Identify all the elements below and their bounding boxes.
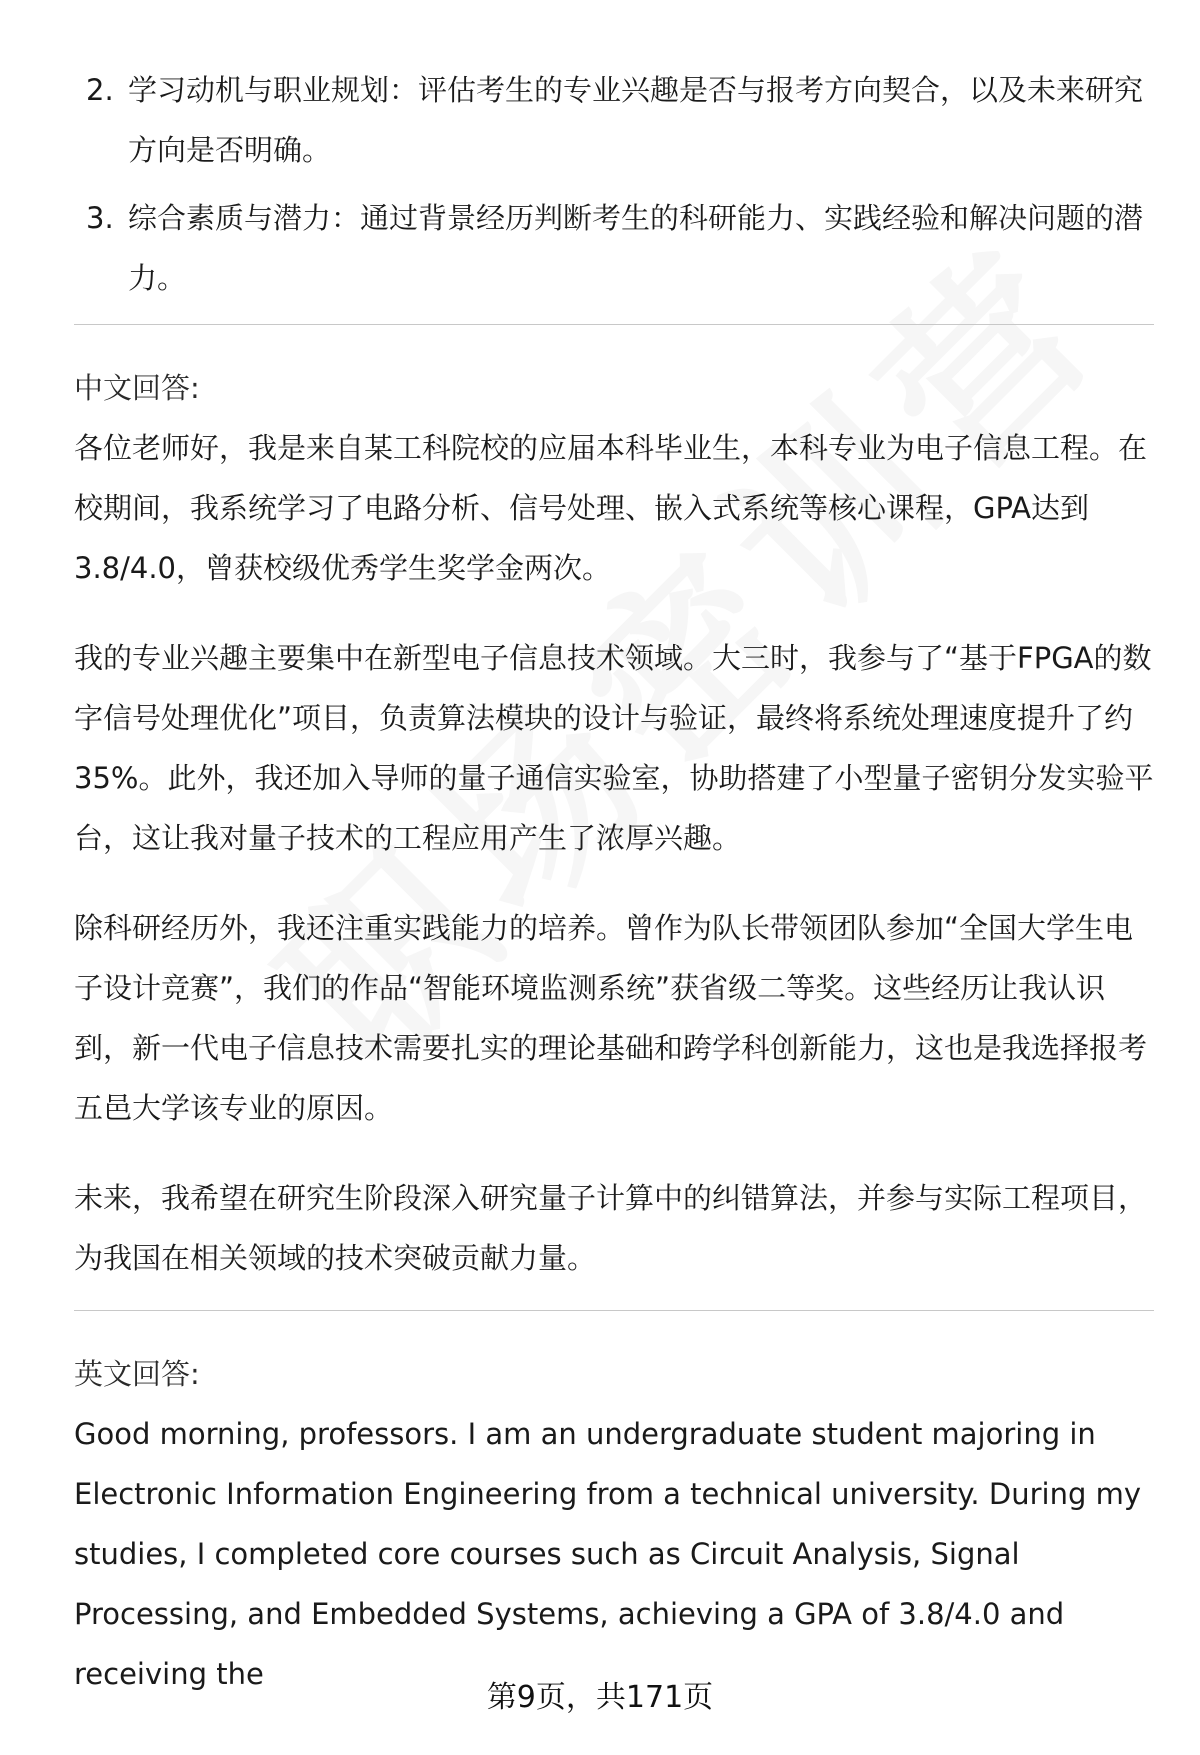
criteria-list	[74, 60, 1154, 316]
list-item-text: 综合素质与潜力：通过背景经历判断考生的科研能力、实践经验和解决问题的潜力。	[128, 201, 1144, 295]
section-divider	[74, 324, 1154, 325]
list-item	[74, 60, 1154, 180]
chinese-paragraph: 未来，我希望在研究生阶段深入研究量子计算中的纠错算法，并参与实际工程项目，为我国在相关领域的技术突破贡献力量。	[74, 1181, 1148, 1275]
list-item-text: 学习动机与职业规划：评估考生的专业兴趣是否与报考方向契合，以及未来研究方向是否明确。	[128, 73, 1144, 167]
chinese-paragraph: 各位老师好，我是来自某工科院校的应届本科毕业生，本科专业为电子信息工程。在校期间，我系统学习了电路分析、信号处理、嵌入式系统等核心课程，GPA达到3.8/4.0，曾获校级优秀学生奖学金两次。	[74, 431, 1148, 585]
chinese-answer-section	[74, 358, 1156, 1318]
list-item-number: 3.	[86, 201, 114, 235]
list-item-number: 2.	[86, 73, 114, 107]
chinese-paragraph: 我的专业兴趣主要集中在新型电子信息技术领域。大三时，我参与了“基于FPGA的数字信号处理优化”项目，负责算法模块的设计与验证，最终将系统处理速度提升了约35%。此外，我还加入导师的量子通信实验室，协助搭建了小型量子密钥分发实验平台，这让我对量子技术的工程应用产生了浓厚兴趣。	[74, 641, 1154, 855]
chinese-answer-label: 中文回答:	[74, 371, 200, 405]
english-answer-section	[74, 1344, 1156, 1704]
list-item	[74, 188, 1154, 308]
page-footer: 第9页，共171页	[486, 1680, 714, 1715]
section-divider	[74, 1310, 1154, 1311]
chinese-paragraph: 除科研经历外，我还注重实践能力的培养。曾作为队长带领团队参加“全国大学生电子设计竞赛”，我们的作品“智能环境监测系统”获省级二等奖。这些经历让我认识到，新一代电子信息技术需要扎实的理论基础和跨学科创新能力，这也是我选择报考五邑大学该专业的原因。	[74, 911, 1148, 1125]
english-answer-label: 英文回答:	[74, 1357, 200, 1391]
english-paragraph: Good morning, professors. I am an undergraduate student majoring in Electronic Information Engineering from a technical university. During my studies, I completed core courses such as Circuit Analysis, Signal Processing, and Embedded Systems, achieving a GPA of 3.8/4.0 and receiving the	[74, 1417, 1141, 1691]
